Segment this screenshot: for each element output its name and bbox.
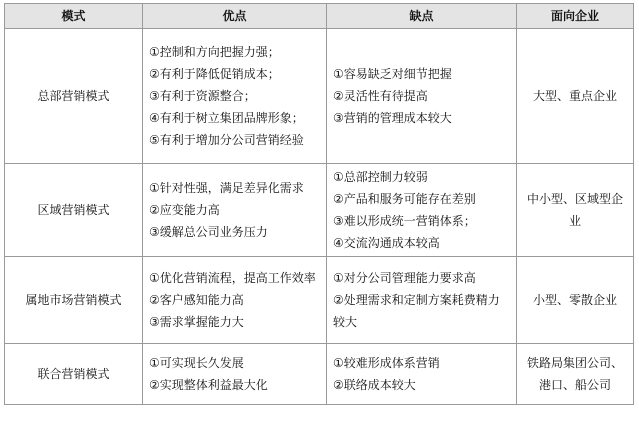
pros-item: ⑤有利于增加分公司营销经验 (149, 133, 304, 147)
table-row (5, 257, 634, 344)
cons-cell (327, 344, 517, 405)
cons-item: ②灵活性有待提高 (333, 89, 428, 103)
cons-cell (327, 164, 517, 257)
pros-item: ④有利于树立集团品牌形象； (149, 111, 304, 125)
pros-item: ②实现整体利益最大化 (149, 378, 268, 392)
cons-cell (327, 257, 517, 344)
pros-item: ①控制和方向把握力强； (149, 45, 280, 59)
pros-cell (143, 257, 327, 344)
header-row (5, 4, 634, 29)
pros-cell (143, 29, 327, 164)
header-mode: 模式 (5, 4, 143, 29)
table-row (5, 164, 634, 257)
pros-item: ②有利于降低促销成本； (149, 67, 280, 81)
pros-cell (143, 344, 327, 405)
header-cons: 缺点 (327, 4, 517, 29)
marketing-mode-comparison-table (4, 3, 634, 405)
pros-item: ②应变能力高 (149, 203, 220, 217)
table-row (5, 344, 634, 405)
mode-cell: 联合营销模式 (5, 344, 143, 405)
cons-item: ①较难形成体系营销 (333, 356, 440, 370)
cons-item: ②联络成本较大 (333, 378, 416, 392)
cons-item: ②处理需求和定制方案耗费精力较大 (333, 293, 500, 329)
header-enterprise: 面向企业 (517, 4, 634, 29)
mode-cell: 区域营销模式 (5, 164, 143, 257)
pros-item: ①可实现长久发展 (149, 356, 244, 370)
cons-item: ③营销的管理成本较大 (333, 111, 452, 125)
table-row (5, 29, 634, 164)
cons-item: ④交流沟通成本较高 (333, 236, 440, 250)
cons-item: ①容易缺乏对细节把握 (333, 67, 452, 81)
enterprise-cell: 中小型、区域型企业 (517, 164, 634, 257)
pros-item: ①优化营销流程，提高工作效率 (149, 271, 316, 285)
cons-item: ①对分公司管理能力要求高 (333, 271, 476, 285)
header-pros: 优点 (143, 4, 327, 29)
mode-cell: 总部营销模式 (5, 29, 143, 164)
cons-item: ①总部控制力较弱 (333, 170, 428, 184)
enterprise-cell: 大型、重点企业 (517, 29, 634, 164)
cons-item: ②产品和服务可能存在差别 (333, 192, 476, 206)
cons-item: ③难以形成统一营销体系； (333, 214, 476, 228)
comparison-table-wrapper (4, 3, 633, 405)
pros-item: ③缓解总公司业务压力 (149, 225, 268, 239)
pros-item: ①针对性强，满足差异化需求 (149, 181, 304, 195)
pros-item: ③有利于资源整合； (149, 89, 256, 103)
enterprise-cell: 铁路局集团公司、港口、船公司 (517, 344, 634, 405)
pros-cell (143, 164, 327, 257)
mode-cell: 属地市场营销模式 (5, 257, 143, 344)
cons-cell (327, 29, 517, 164)
pros-item: ②客户感知能力高 (149, 293, 244, 307)
pros-item: ③需求掌握能力大 (149, 315, 244, 329)
enterprise-cell: 小型、零散企业 (517, 257, 634, 344)
